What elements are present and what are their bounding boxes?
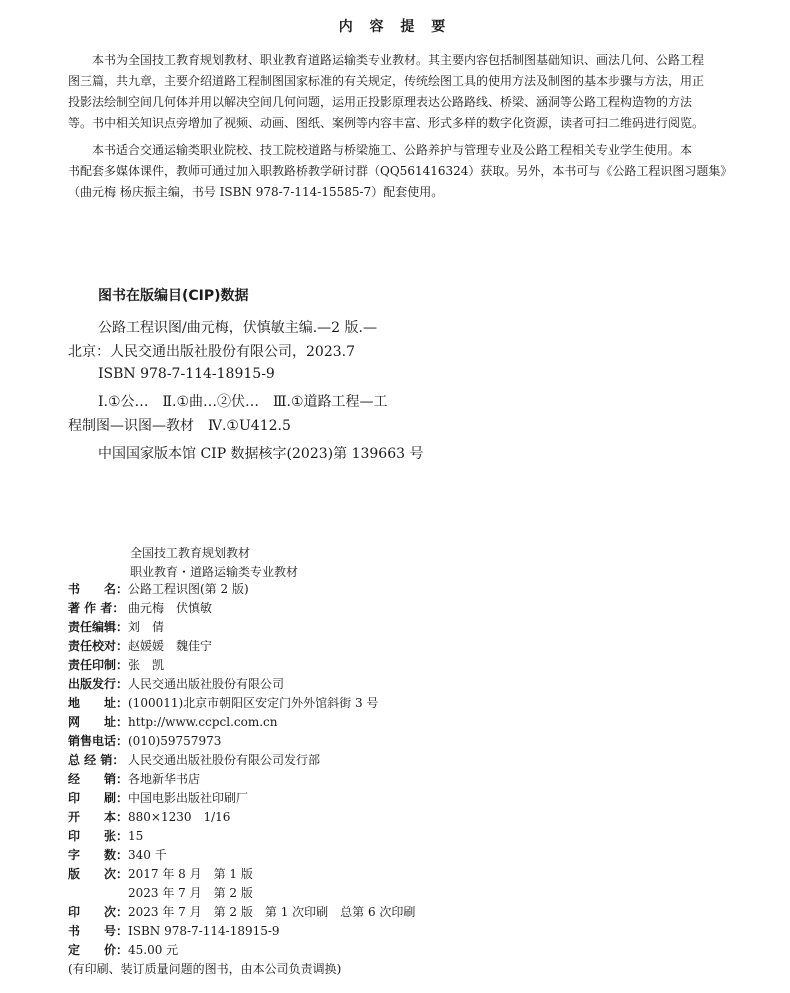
info-value: 中国电影出版社印刷厂: [128, 791, 249, 805]
summary-line: 书配套多媒体课件，教师可通过加入职教路桥教学研讨群（QQ561416324）获取。另外，本书可与《公路工程识图习题集》: [68, 164, 733, 178]
footer-note: (有印刷、装订质量问题的图书，由本公司负责调换): [68, 962, 342, 976]
info-value: 2023 年 7 月 第 2 版: [128, 886, 253, 900]
info-row: [68, 941, 178, 958]
cip-line: 程制图—识图—教材 Ⅳ.①U412.5: [68, 418, 291, 434]
info-label: 书 名：: [68, 582, 129, 596]
info-label: 印 刷：: [68, 791, 129, 805]
info-label: 总 经 销：: [68, 753, 125, 767]
info-label: 网 址：: [68, 715, 129, 729]
info-label: 印 张：: [68, 829, 129, 843]
cip-line: 中国国家版本馆 CIP 数据核字(2023)第 139663 号: [98, 446, 424, 462]
info-value: 各地新华书店: [128, 772, 201, 786]
info-label: 印 次：: [68, 905, 129, 919]
cip-line: ISBN 978-7-114-18915-9: [98, 366, 275, 382]
info-label: 责任编辑：: [68, 620, 129, 634]
info-row: [68, 903, 415, 920]
info-label: 出版发行：: [68, 677, 129, 691]
summary-line: 等。书中相关知识点旁增加了视频、动画、图纸、案例等内容丰富、形式多样的数字化资源，读者可扫二维码进行阅览。: [68, 116, 705, 130]
summary-paragraph-2: [68, 140, 733, 203]
summary-line: 本书适合交通运输类职业院校、技工院校道路与桥梁施工、公路养护与管理专业及公路工程相关专业学生使用。本: [92, 143, 693, 157]
info-value: 张 凯: [128, 658, 165, 672]
info-label: 字 数：: [68, 848, 129, 862]
info-value: 曲元梅 伏慎敏: [128, 601, 213, 615]
info-row: [68, 713, 277, 730]
info-value: 880×1230 1/16: [128, 810, 231, 824]
info-row: [68, 865, 253, 882]
cip-heading: 图书在版编目(CIP)数据: [98, 288, 249, 304]
series-line-2: 职业教育・道路运输类专业教材: [130, 565, 299, 579]
info-value: ISBN 978-7-114-18915-9: [128, 924, 280, 938]
info-row: [68, 808, 230, 825]
info-value: 人民交通出版社股份有限公司: [128, 677, 285, 691]
info-label: 责任印制：: [68, 658, 129, 672]
info-row: [68, 694, 378, 711]
info-value: 340 千: [128, 848, 167, 862]
info-value: 15: [128, 829, 144, 843]
series-line-1: 全国技工教育规划教材: [130, 546, 251, 560]
info-label: 版 次：: [68, 867, 129, 881]
info-label: 书 号：: [68, 924, 129, 938]
info-label: 经 销：: [68, 772, 129, 786]
summary-line: 投影法绘制空间几何体并用以解决空间几何问题，运用正投影原理表达公路路线、桥梁、涵洞等公路工程构造物的方法: [68, 95, 693, 109]
info-label: 地 址：: [68, 696, 129, 710]
info-value: 赵媛媛 魏佳宁: [128, 639, 213, 653]
info-value: (010)59757973: [128, 734, 222, 748]
info-row: [68, 580, 249, 597]
cip-line: 北京：人民交通出版社股份有限公司，2023.7: [68, 344, 355, 360]
info-value: http://www.ccpcl.com.cn: [128, 715, 278, 729]
info-row: [68, 922, 280, 939]
info-value: (100011)北京市朝阳区安定门外外馆斜街 3 号: [128, 696, 379, 710]
summary-line: 本书为全国技工教育规划教材、职业教育道路运输类专业教材。其主要内容包括制图基础知识、画法几何、公路工程: [92, 53, 705, 67]
info-label: 著 作 者：: [68, 601, 125, 615]
info-value: 公路工程识图(第 2 版): [128, 582, 249, 596]
info-label: 开 本：: [68, 810, 129, 824]
info-row: [68, 637, 212, 654]
info-row: [68, 770, 200, 787]
info-value: 2023 年 7 月 第 2 版 第 1 次印刷 总第 6 次印刷: [128, 905, 416, 919]
info-row: [68, 599, 212, 616]
info-label: 销售电话：: [68, 734, 129, 748]
info-row: [68, 732, 221, 749]
summary-line: 图三篇，共九章，主要介绍道路工程制图国家标准的有关规定，传统绘图工具的使用方法及制图的基本步骤与方法，用正: [68, 74, 705, 88]
info-row: [68, 675, 284, 692]
info-label: 责任校对：: [68, 639, 129, 653]
info-row: [68, 618, 164, 635]
info-row: [68, 751, 320, 768]
info-row: [68, 884, 253, 901]
info-value: 45.00 元: [128, 943, 179, 957]
cip-line: 公路工程识图/曲元梅，伏慎敏主编.—2 版.—: [98, 320, 377, 336]
summary-title: 内 容 提 要: [338, 19, 452, 35]
info-row: [68, 789, 248, 806]
summary-paragraph-1: [68, 50, 728, 134]
cip-line: Ⅰ.①公… Ⅱ.①曲…②伏… Ⅲ.①道路工程—工: [98, 394, 388, 410]
info-row: [68, 846, 167, 863]
info-row: [68, 827, 143, 844]
info-value: 2017 年 8 月 第 1 版: [128, 867, 253, 881]
info-value: 刘 倩: [128, 620, 165, 634]
info-row: [68, 656, 164, 673]
summary-line: （曲元梅 杨庆振主编，书号 ISBN 978-7-114-15585-7）配套使用。: [68, 185, 444, 199]
info-label: 定 价：: [68, 943, 129, 957]
info-value: 人民交通出版社股份有限公司发行部: [128, 753, 321, 767]
